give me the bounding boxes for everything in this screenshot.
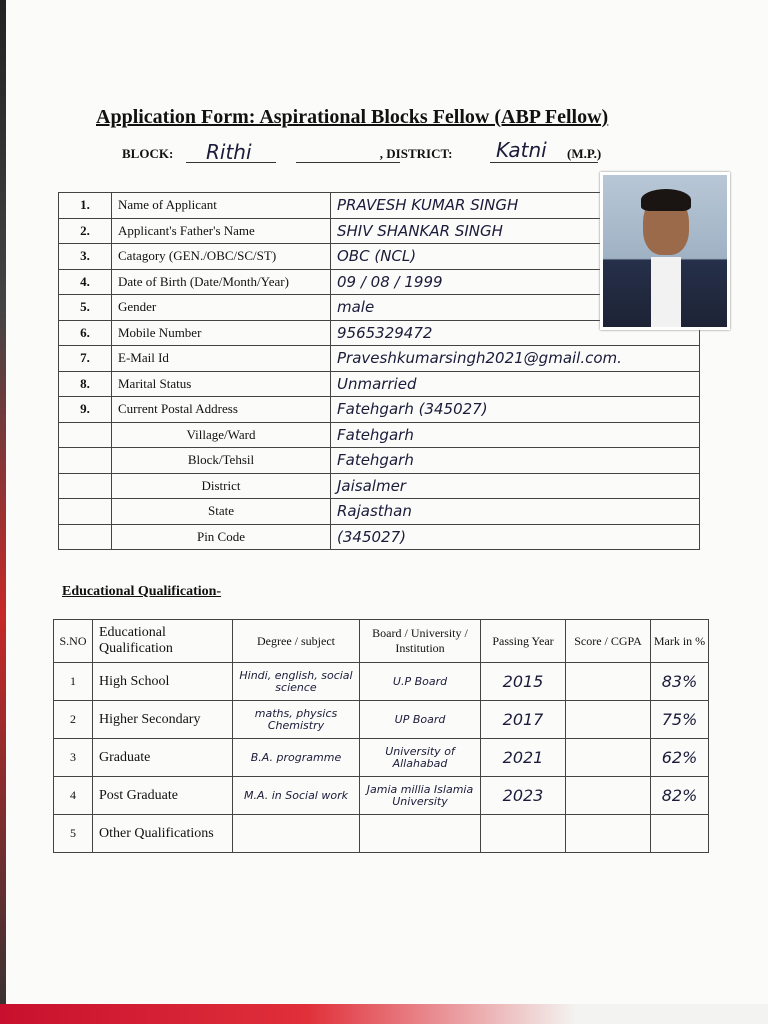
- field-value[interactable]: Rajasthan: [331, 499, 700, 525]
- applicant-row: [59, 422, 700, 448]
- edu-year[interactable]: 2017: [481, 701, 566, 739]
- row-number: [59, 524, 112, 550]
- col-qualification: Educational Qualification: [93, 620, 233, 663]
- edu-mark[interactable]: 75%: [651, 701, 709, 739]
- edu-sno: 1: [54, 663, 93, 701]
- field-label: Mobile Number: [112, 320, 331, 346]
- edu-degree[interactable]: maths, physics Chemistry: [233, 701, 360, 739]
- education-row: [54, 739, 709, 777]
- row-number: 3.: [59, 244, 112, 270]
- applicant-row: [59, 473, 700, 499]
- edu-score[interactable]: [566, 815, 651, 853]
- state-suffix: (M.P.): [567, 146, 602, 161]
- edu-year[interactable]: 2021: [481, 739, 566, 777]
- edu-sno: 5: [54, 815, 93, 853]
- district-underline: [490, 162, 598, 163]
- field-label: E-Mail Id: [112, 346, 331, 372]
- education-row: [54, 701, 709, 739]
- edu-mark[interactable]: [651, 815, 709, 853]
- district-label: , DISTRICT:: [379, 146, 453, 161]
- applicant-row: [59, 524, 700, 550]
- edu-qualification: Other Qualifications: [93, 815, 233, 853]
- edu-sno: 2: [54, 701, 93, 739]
- field-value[interactable]: Praveshkumarsingh2021@gmail.com.: [331, 346, 700, 372]
- row-number: 6.: [59, 320, 112, 346]
- edu-board[interactable]: U.P Board: [360, 663, 481, 701]
- edu-score[interactable]: [566, 777, 651, 815]
- edu-score[interactable]: [566, 663, 651, 701]
- field-value[interactable]: 9565329472: [331, 320, 700, 346]
- field-label: Date of Birth (Date/Month/Year): [112, 269, 331, 295]
- applicant-row: [59, 371, 700, 397]
- edu-year[interactable]: 2023: [481, 777, 566, 815]
- bottom-edge-strip: [0, 1004, 768, 1024]
- field-label: Applicant's Father's Name: [112, 218, 331, 244]
- edu-degree[interactable]: [233, 815, 360, 853]
- col-board: Board / University / Institution: [360, 620, 481, 663]
- edu-degree[interactable]: B.A. programme: [233, 739, 360, 777]
- block-underline-2: [296, 162, 400, 163]
- field-label: Pin Code: [112, 524, 331, 550]
- applicant-row: [59, 499, 700, 525]
- education-row: [54, 663, 709, 701]
- edu-board[interactable]: University of Allahabad: [360, 739, 481, 777]
- field-label: Marital Status: [112, 371, 331, 397]
- row-number: [59, 473, 112, 499]
- field-label: Gender: [112, 295, 331, 321]
- field-value[interactable]: (345027): [331, 524, 700, 550]
- edu-year[interactable]: [481, 815, 566, 853]
- edu-board[interactable]: [360, 815, 481, 853]
- block-value[interactable]: Rithi: [206, 140, 252, 164]
- field-value[interactable]: 09 / 08 / 1999: [331, 269, 700, 295]
- row-number: 1.: [59, 193, 112, 219]
- field-label: Catagory (GEN./OBC/SC/ST): [112, 244, 331, 270]
- field-value[interactable]: Jaisalmer: [331, 473, 700, 499]
- row-number: [59, 499, 112, 525]
- col-mark: Mark in %: [651, 620, 709, 663]
- col-sno: S.NO: [54, 620, 93, 663]
- col-year: Passing Year: [481, 620, 566, 663]
- edu-board[interactable]: Jamia millia Islamia University: [360, 777, 481, 815]
- field-label: District: [112, 473, 331, 499]
- row-number: 5.: [59, 295, 112, 321]
- edu-score[interactable]: [566, 701, 651, 739]
- edu-sno: 4: [54, 777, 93, 815]
- field-value[interactable]: Fatehgarh: [331, 422, 700, 448]
- education-heading: Educational Qualification-: [62, 584, 222, 599]
- row-number: [59, 448, 112, 474]
- edu-qualification: High School: [93, 663, 233, 701]
- field-value[interactable]: Fatehgarh (345027): [331, 397, 700, 423]
- row-number: 7.: [59, 346, 112, 372]
- edu-year[interactable]: 2015: [481, 663, 566, 701]
- field-value[interactable]: PRAVESH KUMAR SINGH: [331, 193, 700, 219]
- edu-mark[interactable]: 82%: [651, 777, 709, 815]
- row-number: 4.: [59, 269, 112, 295]
- field-value[interactable]: Unmarried: [331, 371, 700, 397]
- photo-collar: [651, 257, 681, 327]
- edu-degree[interactable]: M.A. in Social work: [233, 777, 360, 815]
- edu-board[interactable]: UP Board: [360, 701, 481, 739]
- photo-hair: [641, 189, 691, 211]
- edu-mark[interactable]: 62%: [651, 739, 709, 777]
- col-degree: Degree / subject: [233, 620, 360, 663]
- edu-mark[interactable]: 83%: [651, 663, 709, 701]
- row-number: [59, 422, 112, 448]
- applicant-photo: [600, 172, 730, 330]
- field-label: State: [112, 499, 331, 525]
- form-title: Application Form: Aspirational Blocks Fellow (ABP Fellow): [96, 106, 609, 128]
- edu-sno: 3: [54, 739, 93, 777]
- edu-qualification: Higher Secondary: [93, 701, 233, 739]
- edu-degree[interactable]: Hindi, english, social science: [233, 663, 360, 701]
- row-number: 8.: [59, 371, 112, 397]
- field-value[interactable]: male: [331, 295, 700, 321]
- field-label: Village/Ward: [112, 422, 331, 448]
- row-number: 9.: [59, 397, 112, 423]
- edu-score[interactable]: [566, 739, 651, 777]
- education-table: [53, 619, 709, 853]
- applicant-row: [59, 397, 700, 423]
- applicant-row: [59, 346, 700, 372]
- row-number: 2.: [59, 218, 112, 244]
- block-label: BLOCK:: [122, 146, 174, 161]
- field-label: Block/Tehsil: [112, 448, 331, 474]
- district-value[interactable]: Katni: [496, 138, 547, 162]
- field-label: Current Postal Address: [112, 397, 331, 423]
- edu-qualification: Post Graduate: [93, 777, 233, 815]
- applicant-row: [59, 448, 700, 474]
- field-value[interactable]: Fatehgarh: [331, 448, 700, 474]
- field-value[interactable]: SHIV SHANKAR SINGH: [331, 218, 700, 244]
- col-score: Score / CGPA: [566, 620, 651, 663]
- field-label: Name of Applicant: [112, 193, 331, 219]
- field-value[interactable]: OBC (NCL): [331, 244, 700, 270]
- education-row: [54, 777, 709, 815]
- edu-qualification: Graduate: [93, 739, 233, 777]
- education-row: [54, 815, 709, 853]
